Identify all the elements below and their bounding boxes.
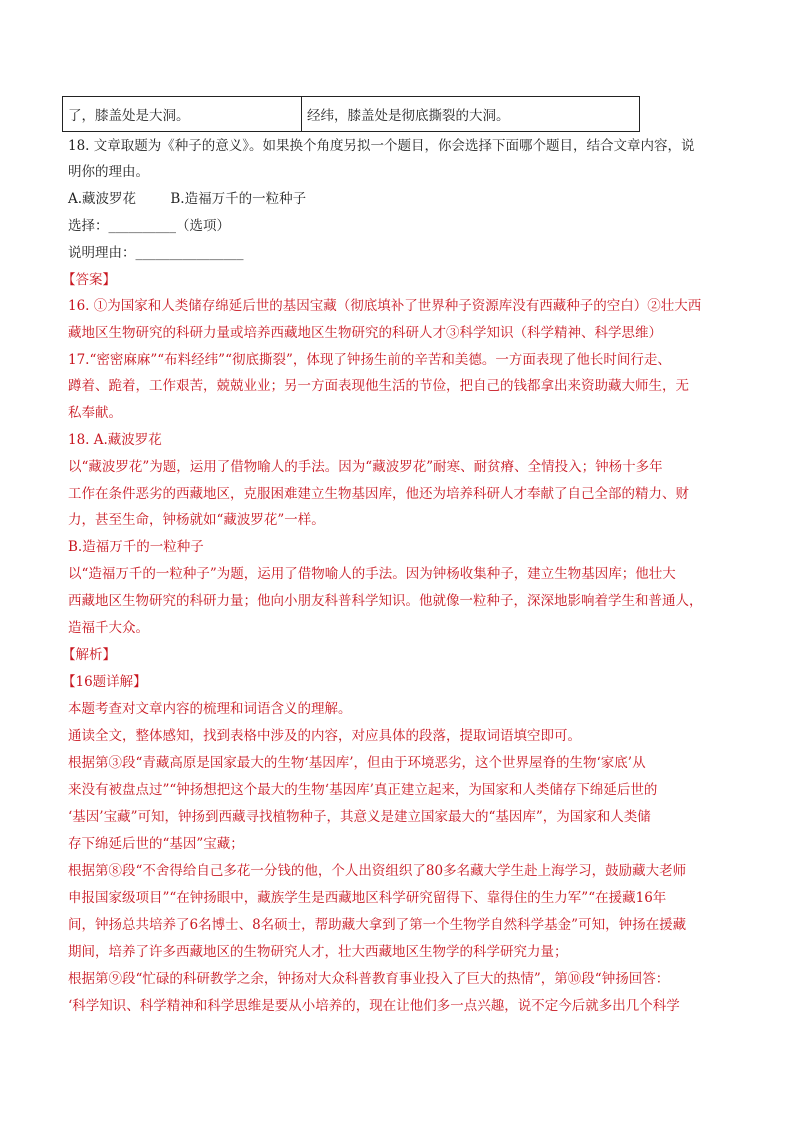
table-cell: 经纬，膝盖处是彻底撕裂的大洞。 xyxy=(302,97,640,132)
q16-heading: 【16题详解】 xyxy=(62,674,147,690)
answer-line: 蹲着、跪着，工作艰苦，兢兢业业；另一方面表现他生活的节俭，把自己的钱都拿出来资助藏大师生，无 xyxy=(68,378,689,394)
question-18-stem: 明你的理由。 xyxy=(68,164,149,180)
analysis-line: 根据第⑨段“忙碌的科研教学之余，钟扬对大众科普教育事业投入了巨大的热情”，第⑩段“钟扬回答： xyxy=(68,971,670,987)
reason-blank: 说明理由：________________ xyxy=(68,245,244,261)
analysis-line: 本题考查对文章内容的梳理和词语含义的理解。 xyxy=(68,701,352,717)
answer-line: 藏地区生物研究的科研力量或培养西藏地区生物研究的科研人才③科学知识（科学精神、科学思维） xyxy=(68,325,662,341)
answer-line: 以“造福万千的一粒种子”为题，运用了借物喻人的手法。因为钟杨收集种子，建立生物基因库；他壮大 xyxy=(68,566,676,582)
analysis-heading: 【解析】 xyxy=(62,647,116,663)
answer-heading: 【答案】 xyxy=(62,272,116,288)
comparison-table xyxy=(62,96,640,132)
answer-line: B.造福万千的一粒种子 xyxy=(68,539,204,555)
analysis-line: 期间，培养了许多西藏地区的生物研究人才，壮大西藏地区生物学的科学研究力量； xyxy=(68,944,568,960)
analysis-line: 根据第③段“青藏高原是国家最大的生物‘基因库’，但由于环境恶劣，这个世界屋脊的生物‘家底’从 xyxy=(68,755,646,771)
answer-line: 18. A.藏波罗花 xyxy=(68,432,162,448)
choice-blank: 选择：__________（选项） xyxy=(68,218,230,234)
analysis-line: 间，钟扬总共培养了6名博士、8名硕士，帮助藏大拿到了第一个生物学自然科学基金”可知，钟扬在援藏 xyxy=(68,917,687,933)
answer-line: 私奉献。 xyxy=(68,405,122,421)
analysis-line: 申报国家级项目”“在钟扬眼中，藏族学生是西藏地区科学研究留得下、靠得住的生力军”“在援藏16年 xyxy=(68,890,667,906)
answer-line: 以“藏波罗花”为题，运用了借物喻人的手法。因为“藏波罗花”耐寒、耐贫瘠、全情投入；钟杨十多年 xyxy=(68,459,663,475)
analysis-line: 存下绵延后世的“基因”宝藏； xyxy=(68,836,244,852)
question-18-stem: 18. 文章取题为《种子的意义》。如果换个角度另拟一个题目，你会选择下面哪个题目，结合文章内容，说 xyxy=(68,138,695,154)
table-row xyxy=(63,97,640,132)
analysis-line: 根据第⑧段“不舍得给自己多花一分钱的他，个人出资组织了80多名藏大学生赴上海学习，鼓励藏大老师 xyxy=(68,863,687,879)
answer-line: 造福千大众。 xyxy=(68,620,149,636)
answer-line: 工作在条件恶劣的西藏地区，克服困难建立生物基因库，他还为培养科研人才奉献了自己全部的精力、财 xyxy=(68,486,689,502)
analysis-line: 来没有被盘点过”“钟扬想把这个最大的生物‘基因库’真正建立起来，为国家和人类储存下绵延后世的 xyxy=(68,782,658,798)
answer-line: 17.“密密麻麻”“布料经纬”“彻底撕裂”，体现了钟扬生前的辛苦和美德。一方面表现了他长时间行走、 xyxy=(68,352,671,368)
analysis-line: ‘科学知识、科学精神和科学思维是要从小培养的，现在让他们多一点兴趣，说不定今后就多出几个科学 xyxy=(68,998,680,1014)
answer-line: 力，甚至生命，钟杨就如“藏波罗花”一样。 xyxy=(68,512,325,528)
table-cell: 了，膝盖处是大洞。 xyxy=(63,97,302,132)
answer-line: 16. ①为国家和人类储存绵延后世的基因宝藏（彻底填补了世界种子资源库没有西藏种子的空白）②壮大西 xyxy=(68,298,702,314)
analysis-line: ‘基因’宝藏”可知，钟扬到西藏寻找植物种子，其意义是建立国家最大的“基因库”，为国家和人类储 xyxy=(68,809,651,825)
question-18-options: A.藏波罗花 B.造福万千的一粒种子 xyxy=(68,191,307,207)
answer-line: 西藏地区生物研究的科研力量；他向小朋友科普科学知识。他就像一粒种子，深深地影响着学生和普通人， xyxy=(68,593,703,609)
analysis-line: 通读全文，整体感知，找到表格中涉及的内容，对应具体的段落，提取词语填空即可。 xyxy=(68,728,581,744)
